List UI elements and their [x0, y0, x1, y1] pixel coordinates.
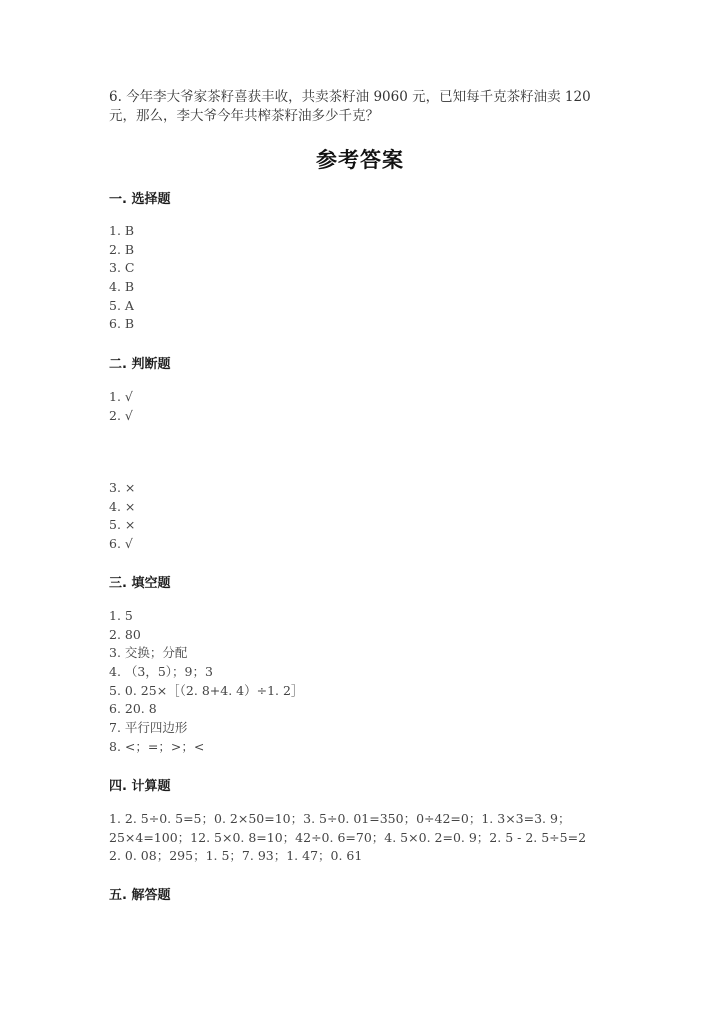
- question-6-line-2: 元，那么，李大爷今年共榨茶籽油多少千克？: [109, 108, 379, 124]
- answer-item: 2. 80: [109, 626, 141, 642]
- answer-item: 4. B: [109, 279, 135, 295]
- answer-item: 5. A: [109, 297, 134, 313]
- true-false-answers-group-2: [109, 479, 135, 554]
- answer-item: 1. 2. 5÷0. 5=5；0. 2×50=10；3. 5÷0. 01=350；0÷42=0；1. 3×3=3. 9；: [109, 811, 571, 826]
- section-heading-fill-in-blank: 三. 填空题: [109, 576, 171, 591]
- answer-item: 2. 0. 08；295；1. 5；7. 93；1. 47；0. 61: [109, 848, 363, 864]
- multiple-choice-answers: [109, 222, 134, 334]
- section-heading-word-problems: 五. 解答题: [109, 888, 171, 903]
- answer-item: 3. C: [109, 260, 135, 276]
- answer-item: 1. 5: [109, 608, 133, 623]
- answer-item: 6. B: [109, 316, 135, 332]
- answer-item: 6. √: [109, 536, 133, 552]
- answer-item: 5. ×: [109, 517, 136, 533]
- answer-item: 2. √: [109, 407, 133, 423]
- calculation-answers: [109, 810, 586, 866]
- fill-in-blank-answers: [109, 607, 303, 757]
- section-heading-calculation: 四. 计算题: [109, 779, 171, 794]
- answer-item: 3. ×: [109, 480, 136, 495]
- answer-item: 8. <；=；>；<: [109, 738, 205, 754]
- answer-item: 1. √: [109, 389, 133, 404]
- section-heading-true-false: 二. 判断题: [109, 357, 171, 372]
- answer-item: 7. 平行四边形: [109, 720, 188, 736]
- answer-item: 6. 20. 8: [109, 701, 157, 717]
- answer-item: 5. 0. 25×［（2. 8+4. 4）÷1. 2］: [109, 682, 304, 698]
- true-false-answers-group-1: [109, 388, 133, 425]
- answer-item: 4. ×: [109, 498, 136, 514]
- answer-key-title: 参考答案: [316, 148, 404, 172]
- answer-item: 25×4=100；12. 5×0. 8=10；42÷0. 6=70；4. 5×0. 2=0. 9；2. 5 - 2. 5÷5=2: [109, 829, 587, 845]
- question-6-line-1: 6. 今年李大爷家茶籽喜获丰收，共卖茶籽油 9060 元，已知每千克茶籽油卖 120: [109, 89, 591, 105]
- answer-item: 1. B: [109, 223, 135, 238]
- section-heading-multiple-choice: 一. 选择题: [109, 192, 171, 207]
- answer-item: 4. （3，5）；9；3: [109, 664, 213, 680]
- answer-item: 3. 交换；分配: [109, 645, 188, 661]
- answer-item: 2. B: [109, 241, 135, 257]
